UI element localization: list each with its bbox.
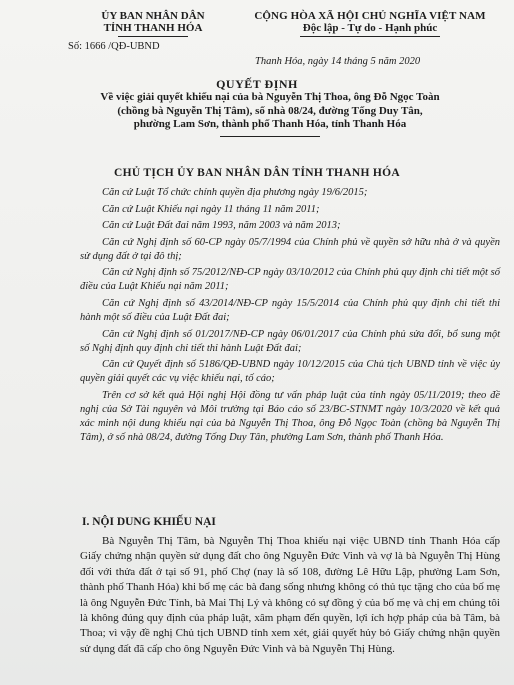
subject-line-3: phường Lam Sơn, thành phố Thanh Hóa, tỉnh Thanh Hóa: [133, 118, 407, 130]
legal-basis-item: Căn cứ Nghị định số 01/2017/NĐ-CP ngày 06/01/2017 của Chính phủ sửa đổi, bổ sung một số Nghị định quy định chi tiết thi hành Luật Đất đai;: [80, 328, 500, 354]
agency-province: TỈNH THANH HÓA: [103, 22, 203, 34]
complaint-content: [80, 534, 500, 657]
national-motto: Độc lập - Tự do - Hạnh phúc: [302, 22, 438, 34]
subject-line-2: (chồng bà Nguyễn Thị Tâm), số nhà 08/24, đường Tống Duy Tân,: [117, 104, 423, 117]
agency-name: ỦY BAN NHÂN DÂN: [101, 10, 205, 22]
agency-underline: [118, 36, 188, 37]
legal-basis-item: Căn cứ Nghị định số 43/2014/NĐ-CP ngày 15/5/2014 của Chính phủ quy định chi tiết thi hành một số điều của Luật Đất đai;: [80, 297, 500, 323]
subject-line-1: Về việc giải quyết khiếu nại của bà Nguyễn Thị Thoa, ông Đỗ Ngọc Toàn: [100, 91, 440, 103]
document-number: Số: 1666 /QĐ-UBND: [68, 41, 160, 52]
legal-basis-item: Căn cứ Luật Đất đai năm 1993, năm 2003 và năm 2013;: [102, 220, 341, 232]
subject-underline: [220, 136, 320, 137]
legal-basis-item: Căn cứ Nghị định số 60-CP ngày 05/7/1994 của Chính phủ về quyền sở hữu nhà ở và quyền sử dụng đất ở tại đô thị;: [80, 236, 500, 262]
legal-bases: [80, 186, 500, 447]
body-paragraph: Bà Nguyễn Thị Tâm, bà Nguyễn Thị Thoa khiếu nại việc UBND tỉnh Thanh Hóa cấp Giấy chứng nhận quyền sử dụng đất cho ông Nguyễn Đức Vinh và vợ là bà Nguyễn Thị Hùng đối với thửa đất ở tại số 91, phố Chợ (nay là số 108, đường Lê Hữu Lập, phường Lam Sơn, thành phố Thanh Hóa) khi bố mẹ các bà đang sống nhưng không có thủ tục tặng cho của bố mẹ là ông Nguyễn Đức Tính, bà Mai Thị Lý và không có sự đồng ý của bố mẹ và chị em chúng tôi là không đúng quy định của pháp luật, xâm phạm đến quyền, lợi ích hợp pháp của bà Tâm, bà Thoa; vì vậy đề nghị Chủ tịch UBND tỉnh xem xét, giải quyết hủy bỏ Giấy chứng nhận quyền sử dụng đất đã cấp cho ông Nguyễn Đức Vinh và bà Nguyễn Thị Hùng.: [80, 535, 500, 655]
legal-basis-item: Căn cứ Luật Khiếu nại ngày 11 tháng 11 năm 2011;: [102, 203, 320, 215]
section-heading: I. NỘI DUNG KHIẾU NẠI: [82, 516, 216, 528]
issue-date: Thanh Hóa, ngày 14 tháng 5 năm 2020: [255, 56, 421, 67]
document-subject: [60, 91, 480, 137]
legal-basis-item: Căn cứ Quyết định số 5186/QĐ-UBND ngày 10/12/2015 của Chủ tịch UBND tỉnh về việc ủy quyền giải quyết các vụ việc khiếu nại, tố cáo;: [80, 359, 500, 385]
document-title: QUYẾT ĐỊNH: [216, 77, 298, 91]
national-header-block: [232, 10, 508, 37]
legal-basis-item: Trên cơ sở kết quả Hội nghị Hội đồng tư vấn pháp luật của tỉnh ngày 05/11/2019; theo đề nghị của Sở Tài nguyên và Môi trường tại Báo cáo số 23/BC-STNMT ngày 10/3/2020 về kết quả xác minh nội dung khiếu nại của bà Nguyễn Thị Thoa, ông Đỗ Ngọc Toàn (chồng bà Nguyễn Thị Tâm), ở số nhà 08/24, đường Tống Duy Tân, phường Lam Sơn, thành phố Thanh Hóa.: [80, 389, 500, 443]
legal-basis-item: Căn cứ Nghị định số 75/2012/NĐ-CP ngày 03/10/2012 của Chính phủ quy định chi tiết một số điều của Luật Khiếu nại năm 2011;: [80, 267, 500, 293]
national-title: CỘNG HÒA XÃ HỘI CHỦ NGHĨA VIỆT NAM: [254, 10, 486, 22]
motto-underline: [300, 36, 440, 37]
legal-basis-item: Căn cứ Luật Tổ chức chính quyền địa phương ngày 19/6/2015;: [102, 187, 368, 198]
issuing-authority: CHỦ TỊCH ỦY BAN NHÂN DÂN TỈNH THANH HÓA: [113, 167, 401, 179]
issuing-agency-block: [68, 10, 228, 52]
